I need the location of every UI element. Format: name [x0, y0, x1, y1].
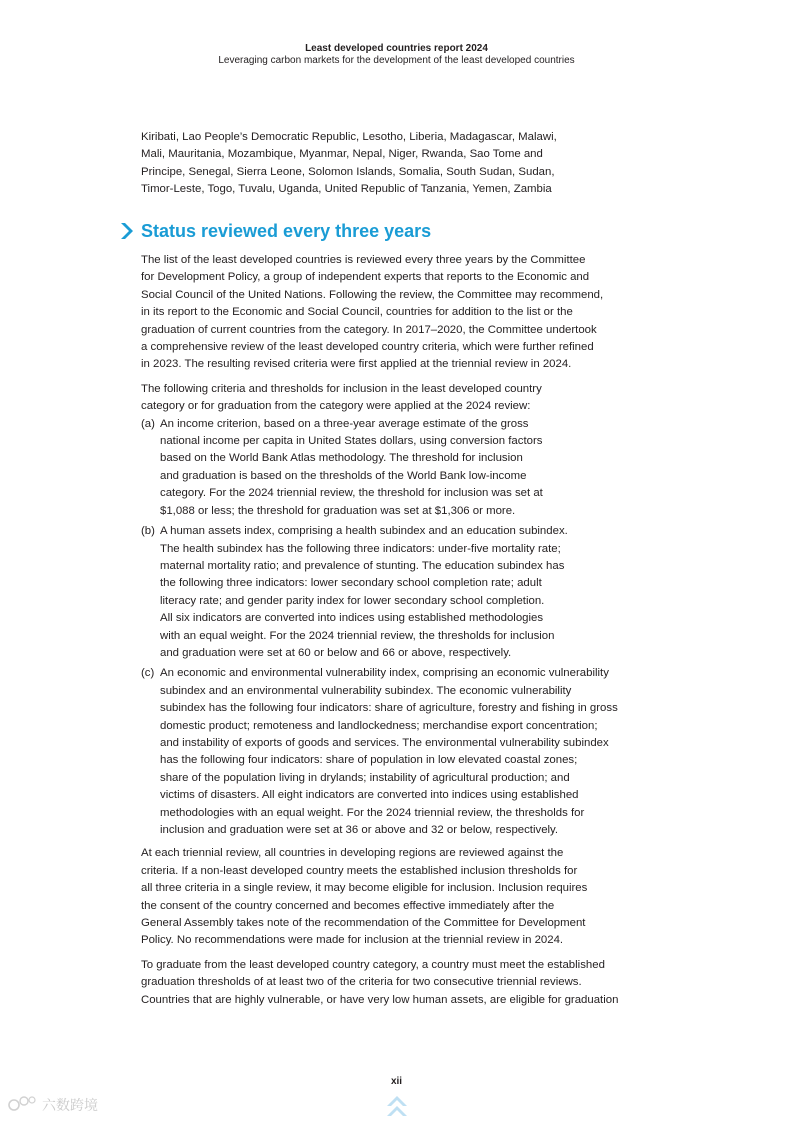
section-heading	[119, 220, 431, 242]
section-title: Status reviewed every three years	[141, 221, 432, 241]
section-body	[141, 252, 661, 1009]
list-item-vulnerability	[141, 665, 661, 839]
list-item-human-assets	[141, 523, 661, 662]
list-text: A human assets index, comprising a health subindex and an education subindex. The health subindex has the following three indicators: under-five mortality rate; maternal mortality ratio; and prevalence of stunting. The education subindex has the following three indicators: lower secondary school completion rate; adult literacy rate; and gender parity index for lower secondary school completion. All six indicators are converted into indices using established methodologies with an equal weight. For the 2024 triennial review, the thresholds for inclusion and graduation were set at 60 or below and 66 or above, respectively.	[160, 525, 568, 659]
list-text: An income criterion, based on a three-year average estimate of the gross national income per capita in United States dollars, using conversion factors based on the World Bank Atlas methodology. The threshold for inclusion and graduation is based on the thresholds of the World Bank low-income category. For the 2024 triennial review, the threshold for inclusion was set at $1,088 or less; the threshold for graduation was set at $1,306 or more.	[160, 417, 543, 517]
page-header	[0, 43, 793, 67]
paragraph-inclusion: At each triennial review, all countries in developing regions are reviewed against the criteria. If a non-least developed country meets the established inclusion thresholds for all three criteria in a single review, it may become eligible for inclusion. Inclusion requires the consent of the country concerned and becomes effective immediately after the General Assembly takes note of the recommendation of the Committee for Development Policy. No recommendations were made for inclusion at the triennial review in 2024.	[141, 847, 588, 947]
chevron-right-icon	[119, 221, 135, 241]
watermark-logo	[6, 1094, 106, 1116]
list-marker: (c)	[141, 667, 155, 680]
page-number: xii	[390, 1076, 403, 1087]
report-subtitle: Leveraging carbon markets for the development of the least developed countries	[218, 55, 575, 66]
double-chevron-up-icon[interactable]	[385, 1092, 409, 1121]
list-marker: (b)	[141, 525, 155, 538]
paragraph-criteria-intro: The following criteria and thresholds for inclusion in the least developed country category or for graduation from the category were applied at the 2024 review:	[141, 382, 542, 413]
intro-paragraph: Kiribati, Lao People’s Democratic Republic, Lesotho, Liberia, Madagascar, Malawi, Mali, Mauritania, Mozambique, Myanmar, Nepal, Niger, Rwanda, Sao Tome and Principe, Senegal, Sierra Leone, Solomon Islands, Somalia, South Sudan, Sudan, Timor-Leste, Togo, Tuvalu, Uganda, United Republic of Tanzania, Yemen, Zambia	[141, 131, 557, 196]
list-marker: (a)	[141, 417, 155, 430]
paragraph-review: The list of the least developed countries is reviewed every three years by the Committee for Development Policy, a group of independent experts that reports to the Economic and Social Council of the United Nations. Following the review, the Committee may recommend, in its report to the Economic and Social Council, countries for addition to the list or the graduation of current countries from the category. In 2017–2020, the Committee undertook a comprehensive review of the least developed country criteria, which were further refined in 2023. The resulting revised criteria were first applied at the triennial review in 2024.	[141, 254, 604, 371]
list-text: An economic and environmental vulnerability index, comprising an economic vulnerability subindex and an environmental vulnerability subindex. The economic vulnerability subindex has the following four indicators: share of agriculture, forestry and fishing in gross domestic product; remoteness and landlockedness; merchandise export concentration; and instability of exports of goods and services. The environmental vulnerability subindex has the following four indicators: share of population in low elevated coastal zones; share of the population living in drylands; instability of agricultural production; and victims of disasters. All eight indicators are converted into indices using established methodologies with an equal weight. For the 2024 triennial review, the thresholds for inclusion and graduation were set at 36 or above and 32 or below, respectively.	[160, 667, 618, 836]
intro-block	[141, 129, 661, 199]
svg-text:六数跨境: 六数跨境	[42, 1098, 98, 1114]
list-item-income	[141, 416, 661, 520]
paragraph-graduation: To graduate from the least developed country category, a country must meet the established graduation thresholds of at least two of the criteria for two consecutive triennial reviews. Countries that are highly vulnerable, or have very low human assets, are eligible for graduation	[141, 958, 619, 1006]
report-title: Least developed countries report 2024	[305, 43, 488, 54]
